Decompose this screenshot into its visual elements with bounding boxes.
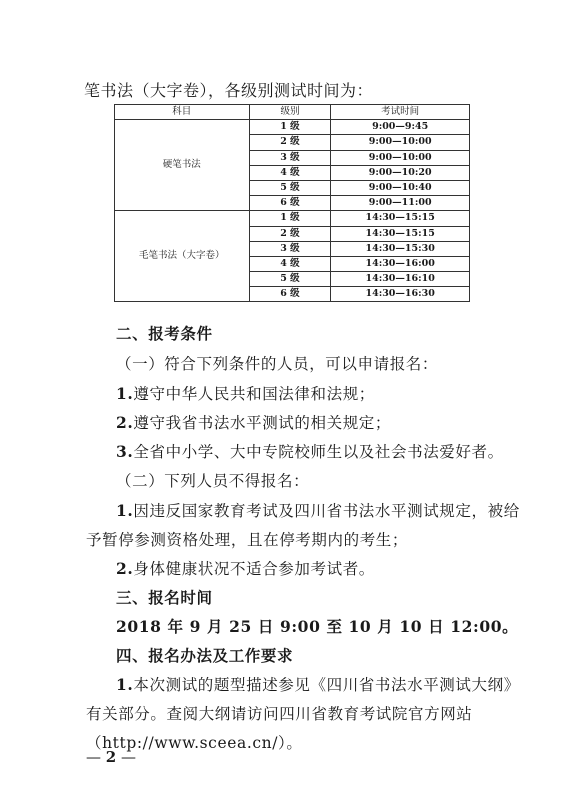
item-text: 本次测试的题型描述参见《四川省书法水平测试大纲》 <box>133 676 520 694</box>
table-row <box>115 120 470 135</box>
item-number: 3. <box>116 442 134 461</box>
level-cell: 4 级 <box>249 256 331 271</box>
item-text: 遵守中华人民共和国法律和法规； <box>133 385 375 403</box>
list-item-continuation: 予暂停参测资格处理，且在停考期内的考生； <box>86 531 409 549</box>
level-cell: 5 级 <box>249 180 331 195</box>
item-text: 全省中小学、大中专院校师生以及社会书法爱好者。 <box>133 443 504 461</box>
level-cell: 2 级 <box>249 226 331 241</box>
level-cell: 3 级 <box>249 241 331 256</box>
footer-dash-right: — <box>121 748 136 766</box>
exam-schedule-table <box>114 104 470 302</box>
time-cell: 9:00—10:40 <box>331 180 470 195</box>
item-number: 1. <box>116 384 134 403</box>
level-cell: 2 级 <box>249 135 331 150</box>
page-footer <box>86 748 136 766</box>
time-cell: 14:30—16:30 <box>331 287 470 302</box>
level-cell: 3 级 <box>249 150 331 165</box>
header-time: 考试时间 <box>331 105 470 120</box>
section-heading-registration-method: 四、报名办法及工作要求 <box>116 647 294 665</box>
item-number: 2. <box>116 413 134 432</box>
level-cell: 5 级 <box>249 272 331 287</box>
intro-line: 笔书法（大字卷），各级别测试时间为： <box>84 81 374 100</box>
website-link-line: （http://www.sceea.cn/）。 <box>86 734 303 752</box>
registration-time-line: 2018 年 9 月 25 日 9:00 至 10 月 10 日 12:00。 <box>116 617 519 636</box>
time-cell: 14:30—16:10 <box>331 272 470 287</box>
section-heading-conditions: 二、报考条件 <box>116 325 213 343</box>
item-number: 2. <box>116 559 134 578</box>
page-number: 2 <box>105 748 117 766</box>
time-cell: 14:30—15:15 <box>331 211 470 226</box>
item-text: 因违反国家教育考试及四川省书法水平测试规定，被给 <box>133 502 520 520</box>
list-item <box>116 673 520 695</box>
item-number: 1. <box>116 501 134 520</box>
subject-cell-brush: 毛笔书法（大字卷） <box>115 211 250 302</box>
time-cell: 9:00—11:00 <box>331 196 470 211</box>
level-cell: 1 级 <box>249 211 331 226</box>
time-cell: 14:30—15:30 <box>331 241 470 256</box>
time-cell: 9:00—10:00 <box>331 150 470 165</box>
item-text: 遵守我省书法水平测试的相关规定； <box>133 414 391 432</box>
list-item <box>116 557 375 579</box>
item-number: 1. <box>116 675 134 694</box>
time-cell: 14:30—16:00 <box>331 256 470 271</box>
level-cell: 6 级 <box>249 196 331 211</box>
list-item <box>116 382 375 404</box>
section-heading-registration-time: 三、报名时间 <box>116 589 213 607</box>
sub-heading-ineligible: （二）下列人员不得报名： <box>116 472 310 490</box>
list-item <box>116 411 391 433</box>
sub-heading-eligible: （一）符合下列条件的人员，可以申请报名： <box>116 355 439 373</box>
time-cell: 9:00—10:20 <box>331 165 470 180</box>
level-cell: 4 级 <box>249 165 331 180</box>
time-cell: 14:30—15:15 <box>331 226 470 241</box>
item-text: 身体健康状况不适合参加考试者。 <box>133 560 375 578</box>
time-cell: 9:00—10:00 <box>331 135 470 150</box>
table-header-row <box>115 105 470 120</box>
header-level: 级别 <box>249 105 331 120</box>
list-item <box>116 440 504 462</box>
header-subject: 科目 <box>115 105 250 120</box>
level-cell: 6 级 <box>249 287 331 302</box>
footer-dash-left: — <box>86 748 101 766</box>
time-cell: 9:00—9:45 <box>331 120 470 135</box>
level-cell: 1 级 <box>249 120 331 135</box>
subject-cell-hard-pen: 硬笔书法 <box>115 120 250 211</box>
list-item-continuation: 有关部分。查阅大纲请访问四川省教育考试院官方网站 <box>86 705 473 723</box>
list-item <box>116 499 520 521</box>
table-row <box>115 211 470 226</box>
